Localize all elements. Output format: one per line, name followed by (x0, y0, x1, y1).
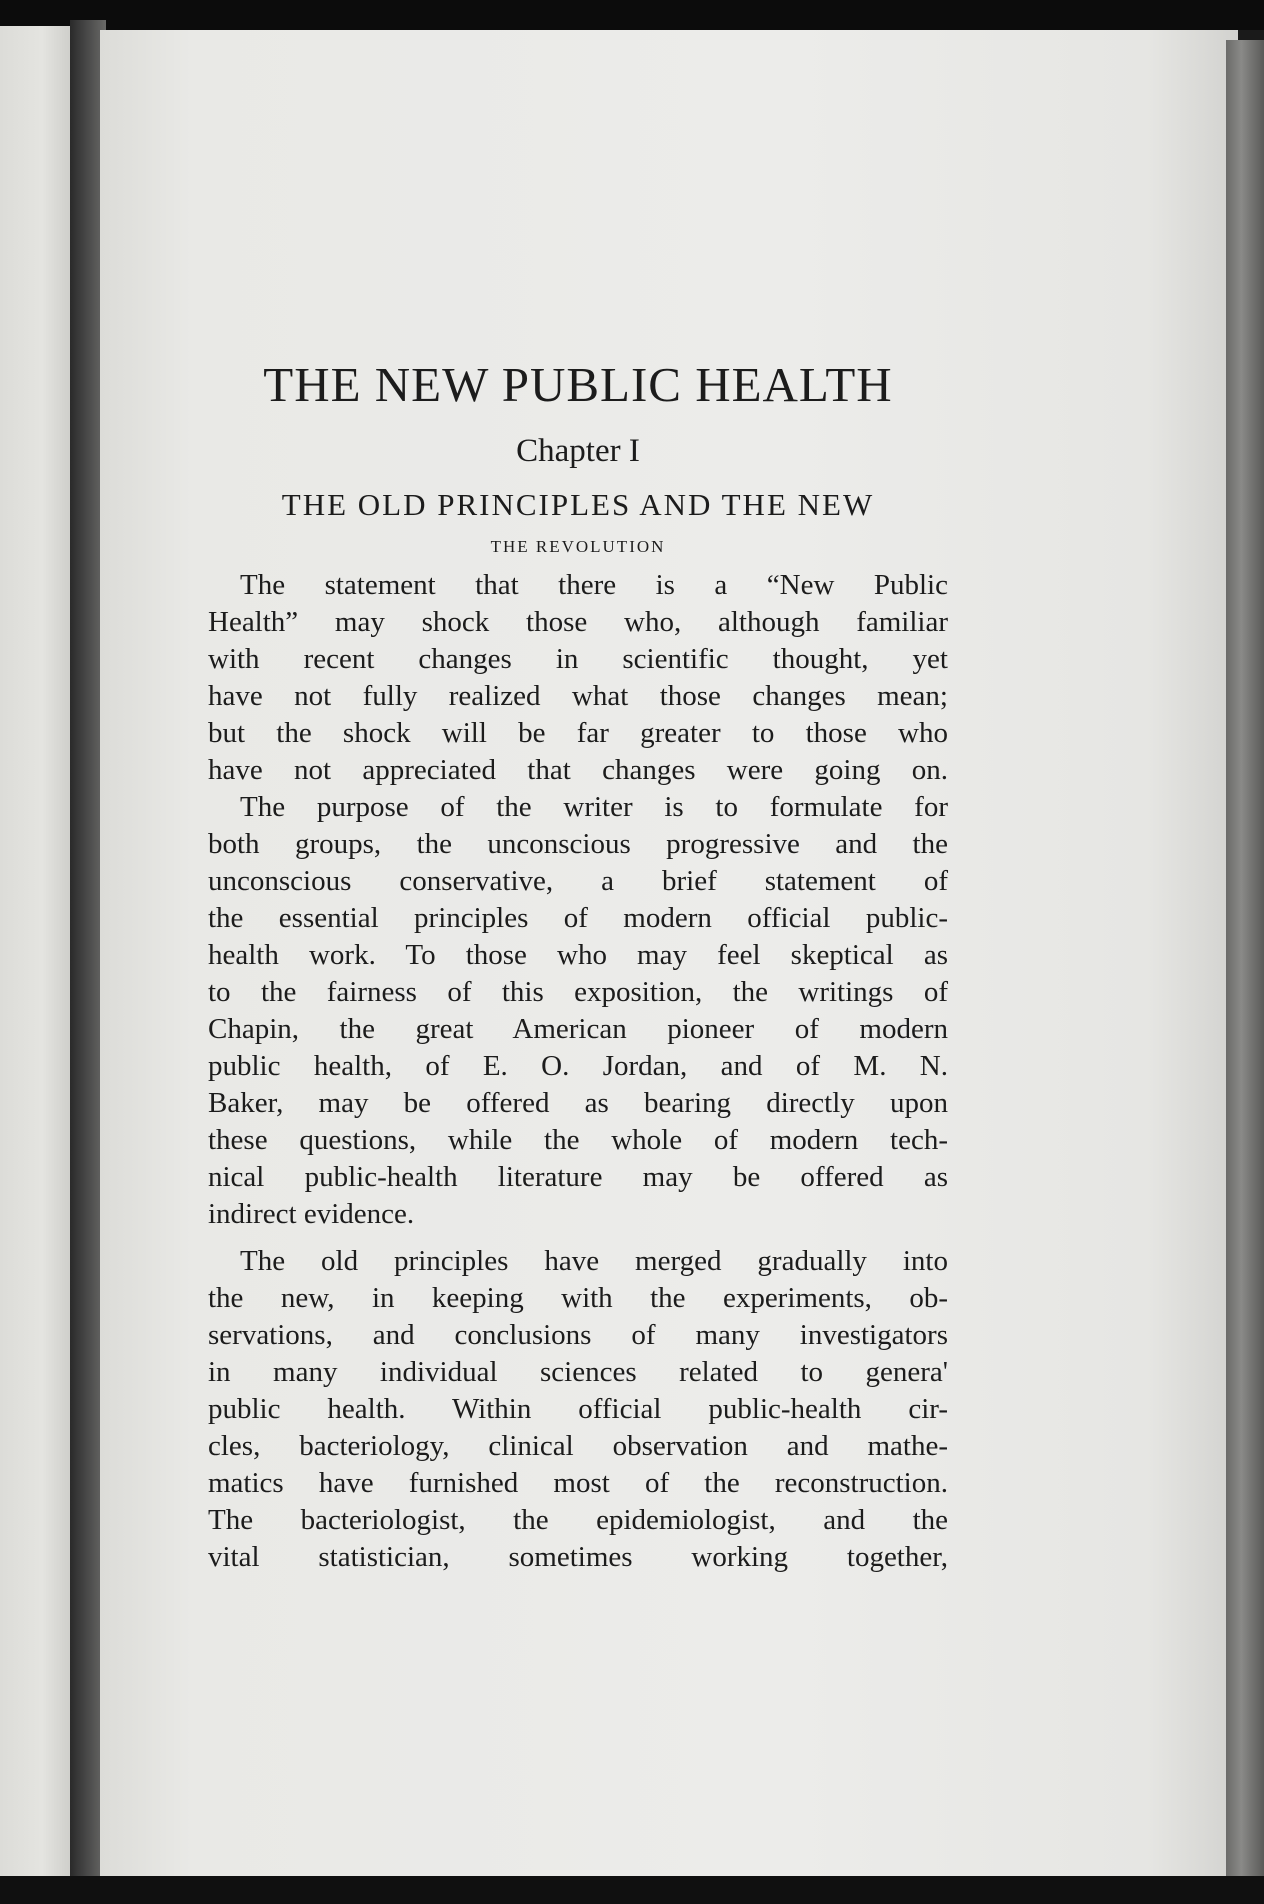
paragraph-2 (208, 789, 948, 1233)
text-line: cles, bacteriology, clinical observation and mathe- (208, 1430, 948, 1462)
scan-bottom-border (0, 1876, 1264, 1904)
text-line: indirect evidence. (208, 1198, 415, 1230)
chapter-title: THE OLD PRINCIPLES AND THE NEW (281, 487, 875, 522)
text-line: the essential principles of modern official public- (208, 902, 948, 934)
text-line: in many individual sciences related to genera' (208, 1356, 948, 1388)
text-line: public health, of E. O. Jordan, and of M. N. (208, 1050, 948, 1082)
body-text (208, 567, 948, 1576)
text-line: The purpose of the writer is to formulate for (240, 791, 948, 823)
text-line: both groups, the unconscious progressive and the (208, 828, 948, 860)
book-title: THE NEW PUBLIC HEALTH (263, 357, 893, 412)
text-line: Health” may shock those who, although familiar (208, 606, 948, 638)
text-line: to the fairness of this exposition, the writings of (208, 976, 948, 1008)
text-line: The statement that there is a “New Public (240, 569, 948, 601)
text-line: these questions, while the whole of modern tech- (208, 1124, 948, 1156)
page-text-block (208, 355, 948, 1576)
text-line: public health. Within official public-health cir- (208, 1393, 948, 1425)
text-line: The old principles have merged gradually into (240, 1245, 948, 1277)
page-edge-right (1226, 40, 1264, 1904)
text-line: health work. To those who may feel skeptical as (208, 939, 948, 971)
paragraph-3 (208, 1243, 948, 1576)
text-line: unconscious conservative, a brief statement of (208, 865, 948, 897)
text-line: Baker, may be offered as bearing directly upon (208, 1087, 948, 1119)
text-line: have not fully realized what those changes mean; (208, 680, 948, 712)
text-line: servations, and conclusions of many investigators (208, 1319, 948, 1351)
text-line: nical public-health literature may be offered as (208, 1161, 948, 1193)
text-line: The bacteriologist, the epidemiologist, and the (208, 1504, 948, 1536)
text-line: vital statistician, sometimes working together, (208, 1541, 948, 1573)
scan-top-border (0, 0, 1264, 30)
text-line: have not appreciated that changes were going on. (208, 754, 948, 786)
text-line: Chapin, the great American pioneer of modern (208, 1013, 948, 1045)
facing-page-edge (0, 26, 70, 1904)
text-line: the new, in keeping with the experiments, ob- (208, 1282, 948, 1314)
paragraph-1 (208, 567, 948, 789)
text-line: matics have furnished most of the reconstruction. (208, 1467, 948, 1499)
text-line: but the shock will be far greater to those who (208, 717, 948, 749)
chapter-label: Chapter I (516, 433, 640, 469)
section-title: THE REVOLUTION (490, 537, 666, 556)
text-line: with recent changes in scientific thought, yet (208, 643, 948, 675)
